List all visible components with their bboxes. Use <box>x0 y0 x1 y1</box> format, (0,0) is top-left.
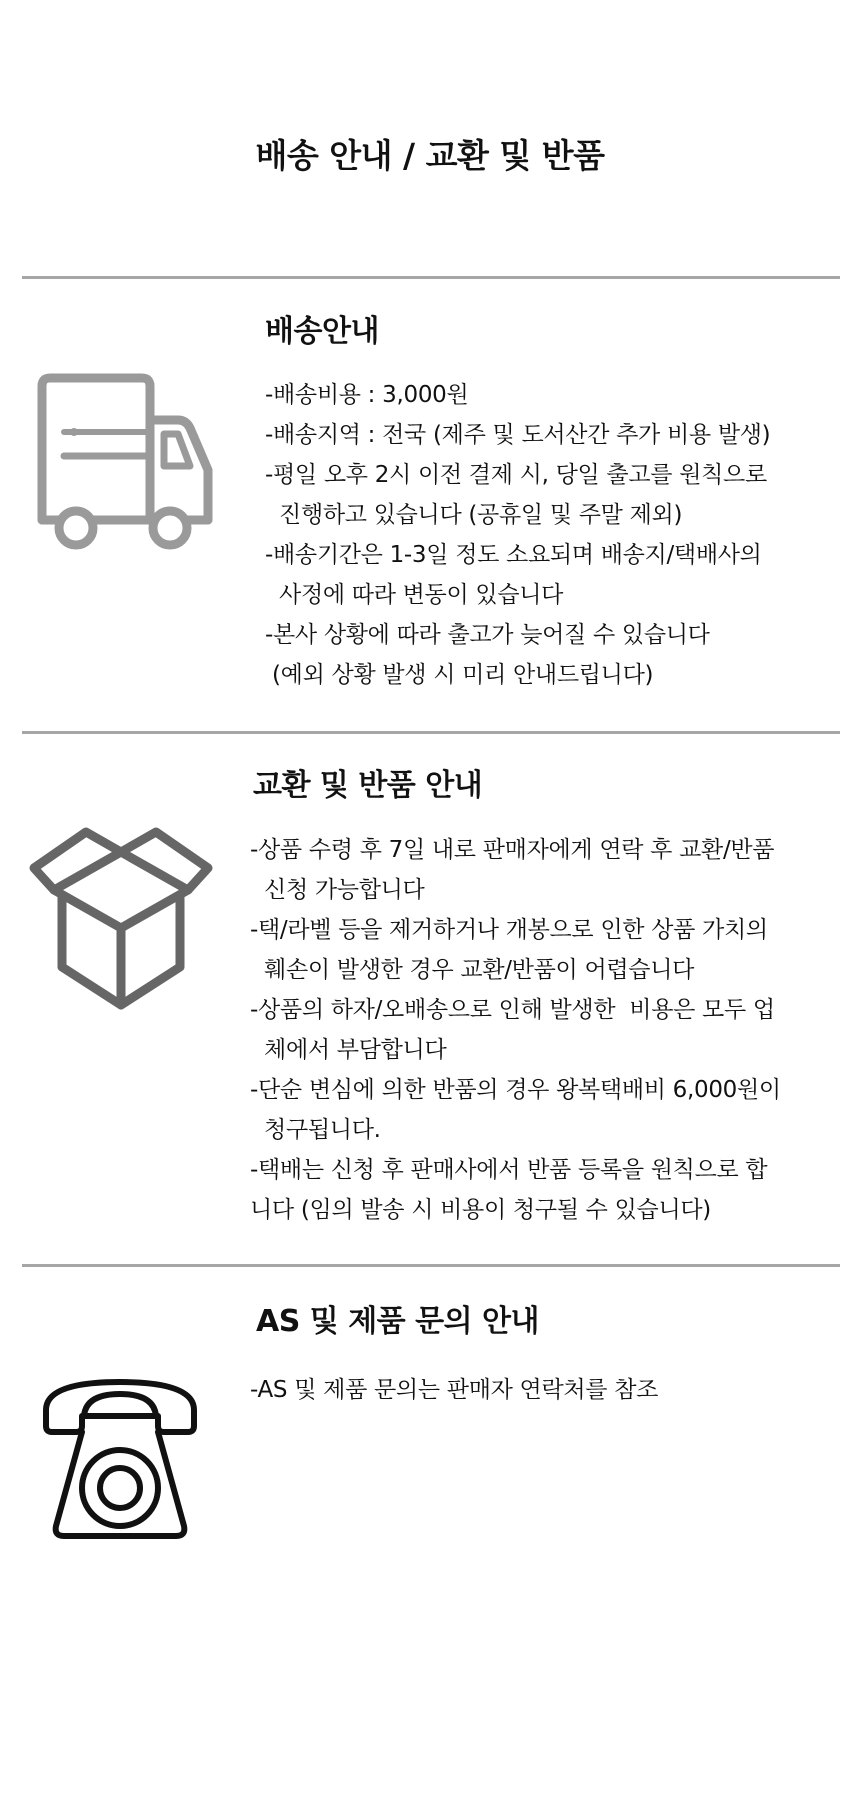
list-item: 사정에 따라 변동이 있습니다 <box>265 582 564 608</box>
list-item: -배송지역 : 전국 (제주 및 도서산간 추가 비용 발생) <box>265 422 771 448</box>
list-item: 신청 가능합니다 <box>250 877 425 903</box>
page-title: 배송 안내 / 교환 및 반품 <box>255 136 605 175</box>
box-icon <box>28 824 214 1010</box>
list-item: 니다 (임의 발송 시 비용이 청구될 수 있습니다) <box>250 1197 711 1223</box>
list-item: -배송기간은 1-3일 정도 소요되며 배송지/택배사의 <box>265 542 762 568</box>
list-item: -단순 변심에 의한 반품의 경우 왕복택배비 6,000원이 <box>250 1077 781 1103</box>
section-title-shipping: 배송안내 <box>265 314 379 349</box>
list-item: 진행하고 있습니다 (공휴일 및 주말 제외) <box>265 502 683 528</box>
list-item: -AS 및 제품 문의는 판매자 연락처를 참조 <box>250 1377 659 1403</box>
list-item: -상품 수령 후 7일 내로 판매자에게 연락 후 교환/반품 <box>250 837 775 863</box>
list-item: 훼손이 발생한 경우 교환/반품이 어렵습니다 <box>250 957 695 983</box>
section-title-exchange: 교환 및 반품 안내 <box>253 768 483 803</box>
list-item: -택배는 신청 후 판매사에서 반품 등록을 원칙으로 합 <box>250 1157 768 1183</box>
list-item: 청구됩니다. <box>250 1117 381 1143</box>
section-title-as: AS 및 제품 문의 안내 <box>256 1304 539 1339</box>
exchange-info-list <box>250 830 781 1230</box>
list-item: -택/라벨 등을 제거하거나 개봉으로 인한 상품 가치의 <box>250 917 768 943</box>
list-item: -배송비용 : 3,000원 <box>265 382 469 408</box>
divider <box>22 731 840 734</box>
divider <box>22 1264 840 1267</box>
list-item: -본사 상황에 따라 출고가 늦어질 수 있습니다 <box>265 622 710 648</box>
list-item: -평일 오후 2시 이전 결제 시, 당일 출고를 원칙으로 <box>265 462 767 488</box>
telephone-icon <box>34 1376 206 1548</box>
divider <box>22 276 840 279</box>
list-item: -상품의 하자/오배송으로 인해 발생한 비용은 모두 업 <box>250 997 775 1023</box>
as-info-list <box>250 1370 658 1410</box>
list-item: (예외 상황 발생 시 미리 안내드립니다) <box>265 662 654 688</box>
truck-icon <box>28 372 214 558</box>
list-item: 체에서 부담합니다 <box>250 1037 447 1063</box>
shipping-info-list <box>265 375 770 695</box>
